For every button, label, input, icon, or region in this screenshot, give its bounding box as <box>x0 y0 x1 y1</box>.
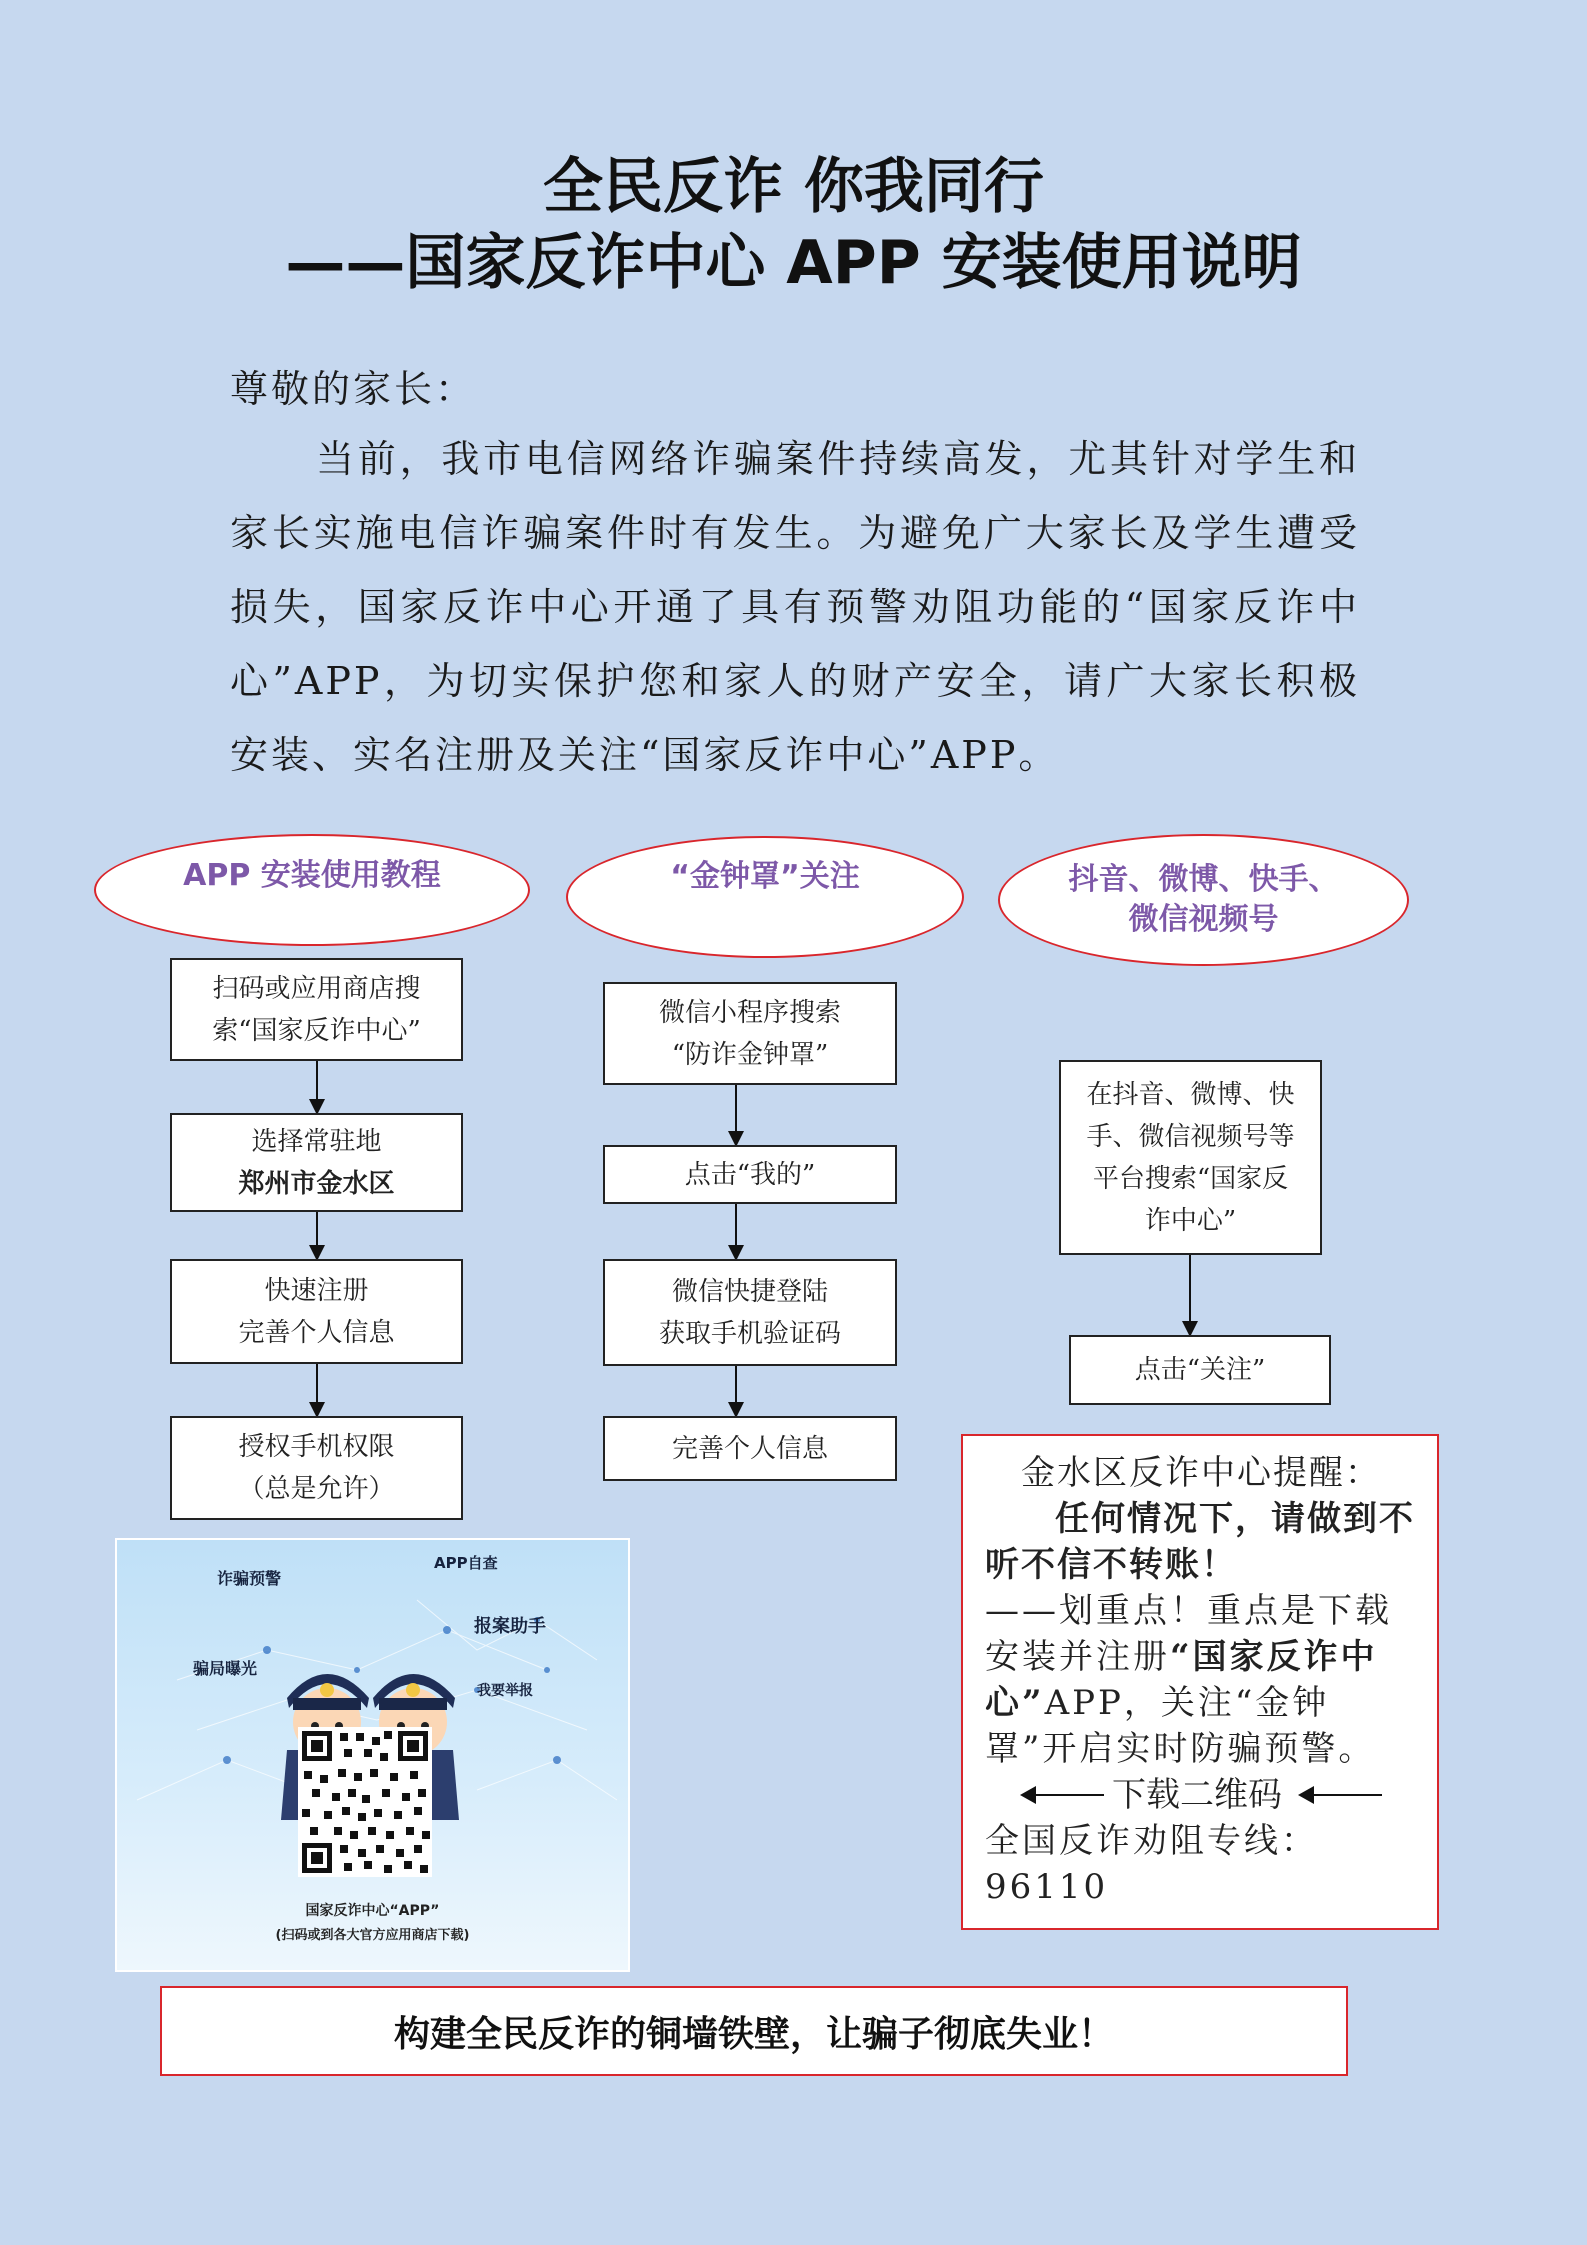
poster-tag-report-assistant: 报案助手 <box>474 1616 546 1637</box>
social-header <box>998 834 1409 966</box>
page-subtitle: ——国家反诈中心 APP 安装使用说明 <box>285 228 1302 298</box>
poster-subcaption: (扫码或到各大官方应用商店下载) <box>275 1928 470 1943</box>
app-step-2 <box>170 1113 463 1212</box>
jzz-step-2 <box>603 1145 897 1204</box>
reminder-body-prefix: ——划重点！重点是下载安装并注册 <box>985 1591 1392 1677</box>
jzz-step-4 <box>603 1416 897 1481</box>
page-title: 全民反诈 你我同行 <box>543 152 1044 222</box>
letter-greeting: 尊敬的家长： <box>230 367 477 411</box>
jzz-step-3-line1: 微信快捷登陆 <box>671 1276 828 1307</box>
flow-arrow <box>735 1204 737 1259</box>
left-arrow-icon <box>1024 1794 1104 1796</box>
jzz-step-1-line2: “防诈金钟罩” <box>671 1039 829 1070</box>
jzz-step-2-line1: 点击“我的” <box>684 1159 816 1190</box>
reminder-body-app: “国家反诈中心” <box>985 1637 1378 1723</box>
jzz-step-1-line1: 微信小程序搜索 <box>658 997 841 1028</box>
jzz-step-4-line1: 完善个人信息 <box>671 1433 828 1464</box>
jzz-step-3 <box>603 1259 897 1366</box>
letter-body: 当前，我市电信网络诈骗案件持续高发，尤其针对学生和家长实施电信诈骗案件时有发生。为避免广大家长及学生遭受损失，国家反诈中心开通了具有预警劝阻功能的“国家反诈中心”APP，为切实保护您和家人的财产安全，请广大家长积极安装、实名注册及关注“国家反诈中心”APP。 <box>230 437 1360 777</box>
social-step-1 <box>1059 1060 1322 1255</box>
hotline-text: 全国反诈劝阻专线：96110 <box>985 1821 1318 1907</box>
reminder-body-suffix: APP，关注“金钟罩”开启实时防骗预警。 <box>985 1683 1376 1769</box>
footer-slogan-text: 构建全民反诈的铜墙铁壁，让骗子彻底失业！ <box>393 2012 1114 2055</box>
social-step-2 <box>1069 1335 1331 1405</box>
app-step-1 <box>170 958 463 1061</box>
flow-arrow <box>316 1061 318 1113</box>
reminder-body <box>985 1588 1421 1772</box>
poster-tag-report: 我要举报 <box>477 1683 533 1699</box>
flow-arrow <box>316 1212 318 1259</box>
social-step-1-line3: 平台搜索“国家反 <box>1092 1163 1289 1194</box>
poster-tag-app-check: APP自查 <box>434 1554 498 1572</box>
flow-arrow <box>735 1085 737 1145</box>
app-step-4-line1: 授权手机权限 <box>238 1432 395 1462</box>
download-qr-label: 下载二维码 <box>1112 1775 1282 1815</box>
reminder-heading: 金水区反诈中心提醒： <box>1021 1453 1381 1493</box>
app-download-poster <box>115 1538 630 1972</box>
flow-arrow <box>1189 1255 1191 1335</box>
reminder-box <box>961 1434 1439 1930</box>
reminder-emphasis: 任何情况下，请做到不听不信不转账！ <box>985 1499 1415 1585</box>
app-step-2-line1: 选择常驻地 <box>251 1126 382 1157</box>
poster-caption: 国家反诈中心“APP” <box>305 1903 440 1919</box>
poster-tag-scam-exposure: 骗局曝光 <box>193 1659 258 1678</box>
download-qr-hint <box>985 1772 1421 1818</box>
app-step-1-line1: 扫码或应用商店搜 <box>212 973 421 1004</box>
qr-code-icon <box>298 1727 432 1877</box>
left-arrow-icon <box>1302 1794 1382 1796</box>
app-step-1-line2: 索“国家反诈中心” <box>212 1015 421 1046</box>
flow-arrow <box>316 1364 318 1416</box>
app-step-3 <box>170 1259 463 1364</box>
social-header-line1: 抖音、微博、快手、 <box>1068 862 1339 897</box>
jzz-step-3-line2: 获取手机验证码 <box>658 1318 841 1349</box>
jinzhongzhao-header-text: “金钟罩”关注 <box>670 859 860 894</box>
social-step-1-line2: 手、微信视频号等 <box>1086 1121 1295 1152</box>
app-tutorial-header <box>94 834 530 946</box>
social-header-line2: 微信视频号 <box>1128 902 1279 937</box>
social-step-1-line1: 在抖音、微博、快 <box>1086 1079 1295 1110</box>
jzz-step-1 <box>603 982 897 1085</box>
app-step-2-line2: 郑州市金水区 <box>238 1168 395 1199</box>
social-step-1-line4: 诈中心” <box>1144 1205 1237 1236</box>
app-step-4 <box>170 1416 463 1520</box>
app-step-4-line2: （总是允许） <box>238 1474 395 1504</box>
flow-arrow <box>735 1366 737 1416</box>
app-tutorial-header-text: APP 安装使用教程 <box>183 858 441 893</box>
social-step-2-line1: 点击“关注” <box>1134 1355 1266 1385</box>
poster-tag-fraud-alert: 诈骗预警 <box>217 1569 282 1588</box>
footer-slogan <box>160 1986 1348 2076</box>
jinzhongzhao-header <box>566 836 964 958</box>
app-step-3-line2: 完善个人信息 <box>238 1317 395 1348</box>
app-step-3-line1: 快速注册 <box>264 1275 369 1306</box>
